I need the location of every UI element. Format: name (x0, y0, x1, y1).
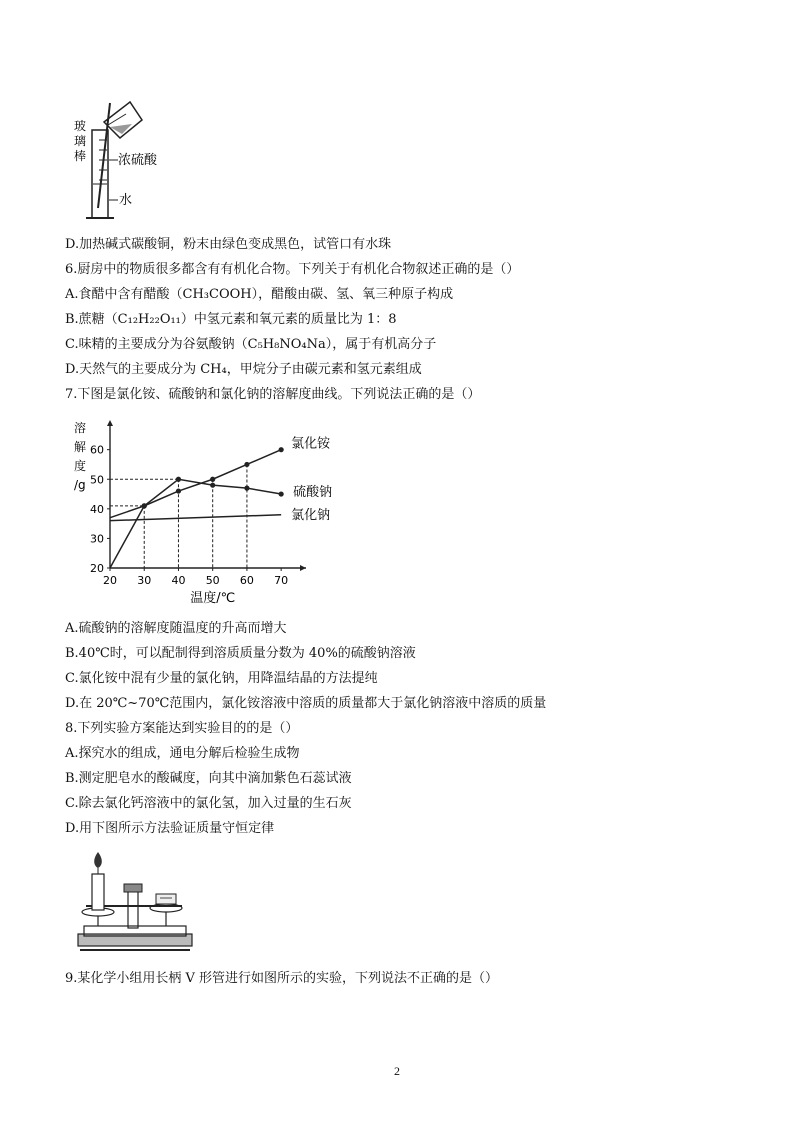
x-axis-arrow (300, 565, 306, 571)
solubility-chart (68, 418, 348, 610)
y-tick-label: 20 (90, 562, 104, 575)
q8-option-c: C.除去氯化钙溶液中的氯化氢，加入过量的生石灰 (65, 796, 352, 811)
series-label: 氯化钠 (291, 507, 331, 523)
q6-option-d: D.天然气的主要成分为 CH₄，甲烷分子由碳元素和氢元素组成 (65, 362, 422, 377)
weights (156, 894, 176, 904)
series-line (110, 515, 281, 521)
q6-option-c: C.味精的主要成分为谷氨酸钠（C₅H₈NO₄Na），属于有机高分子 (65, 337, 437, 352)
q7-option-d: D.在 20℃~70℃范围内，氯化铵溶液中溶质的质量都大于氯化钠溶液中溶质的质量 (65, 696, 547, 711)
y-tick-label: 30 (90, 532, 104, 546)
data-point (142, 503, 147, 508)
x-tick-label: 40 (171, 574, 186, 587)
q8-option-d: D.用下图所示方法验证质量守恒定律 (65, 821, 275, 836)
acid-fill (110, 124, 132, 134)
q8-stem: 8.下列实验方案能达到实验目的的是（） (65, 721, 299, 736)
x-axis-label: 温度/℃ (190, 591, 236, 606)
q8-option-a: A.探究水的组成，通电分解后检验生成物 (65, 746, 300, 761)
q6-option-b: B.蔗糖（C₁₂H₂₂O₁₁）中氢元素和氧元素的质量比为 1：8 (65, 312, 397, 327)
q7-option-a: A.硫酸钠的溶解度随温度的升高而增大 (65, 621, 287, 636)
y-axis-label: /g (74, 478, 86, 492)
page-number: 2 (394, 1064, 400, 1078)
q6-stem: 6.厨房中的物质很多都含有有机化合物。下列关于有机化合物叙述正确的是（） (65, 262, 520, 277)
q8-option-b: B.测定肥皂水的酸碱度，向其中滴加紫色石蕊试液 (65, 771, 352, 786)
y-tick-label: 50 (90, 473, 104, 487)
q7-option-c: C.氯化铵中混有少量的氯化钠，用降温结晶的方法提纯 (65, 671, 378, 686)
data-point (279, 491, 284, 496)
data-point (279, 447, 284, 452)
y-axis-label: 度 (74, 459, 87, 473)
y-tick-label: 40 (90, 502, 104, 516)
x-tick-label: 60 (239, 574, 254, 587)
data-point (176, 477, 181, 482)
data-point (244, 486, 249, 491)
acid-surface (108, 114, 126, 125)
data-point (210, 477, 215, 482)
balance-drawing (70, 848, 200, 956)
x-tick-label: 50 (205, 574, 220, 587)
dilution-drawing (72, 100, 192, 225)
balance-pillar (128, 890, 138, 928)
data-point (244, 462, 249, 467)
dilution-figure (72, 100, 192, 225)
rod-label-2: 璃 (74, 134, 87, 148)
candle-flame (94, 852, 102, 868)
series-label: 氯化铵 (291, 436, 331, 452)
y-axis-label: 解 (74, 440, 87, 454)
q6-option-a: A.食醋中含有醋酸（CH₃COOH），醋酸由碳、氢、氧三种原子构成 (65, 287, 454, 302)
solubility-chart-svg (68, 418, 348, 610)
series-line (110, 450, 281, 518)
q9-stem: 9.某化学小组用长柄 V 形管进行如图所示的实验，下列说法不正确的是（） (65, 971, 499, 986)
y-tick-label: 60 (90, 443, 104, 457)
data-point (210, 483, 215, 488)
data-point (176, 488, 181, 493)
q7-stem: 7.下图是氯化铵、硫酸钠和氯化钠的溶解度曲线。下列说法正确的是（） (65, 387, 481, 402)
rod-label (74, 118, 90, 163)
y-axis-arrow (107, 420, 113, 426)
balance-figure (70, 848, 200, 956)
rod-label-1: 玻 (74, 119, 87, 133)
y-axis-label: 溶 (74, 421, 87, 435)
x-tick-label: 30 (137, 574, 152, 587)
x-tick-label: 70 (274, 574, 289, 587)
x-tick-label: 20 (103, 574, 117, 587)
candle (92, 874, 104, 910)
series-line (110, 479, 281, 568)
acid-label: 浓硫酸 (118, 153, 158, 168)
q7-option-b: B.40℃时，可以配制得到溶质质量分数为 40%的硫酸钠溶液 (65, 646, 416, 661)
series-label: 硫酸钠 (293, 485, 333, 501)
water-label: 水 (119, 193, 133, 208)
rod-label-3: 棒 (74, 149, 87, 163)
q5-option-d: D.加热碱式碳酸铜，粉末由绿色变成黑色，试管口有水珠 (65, 237, 392, 252)
